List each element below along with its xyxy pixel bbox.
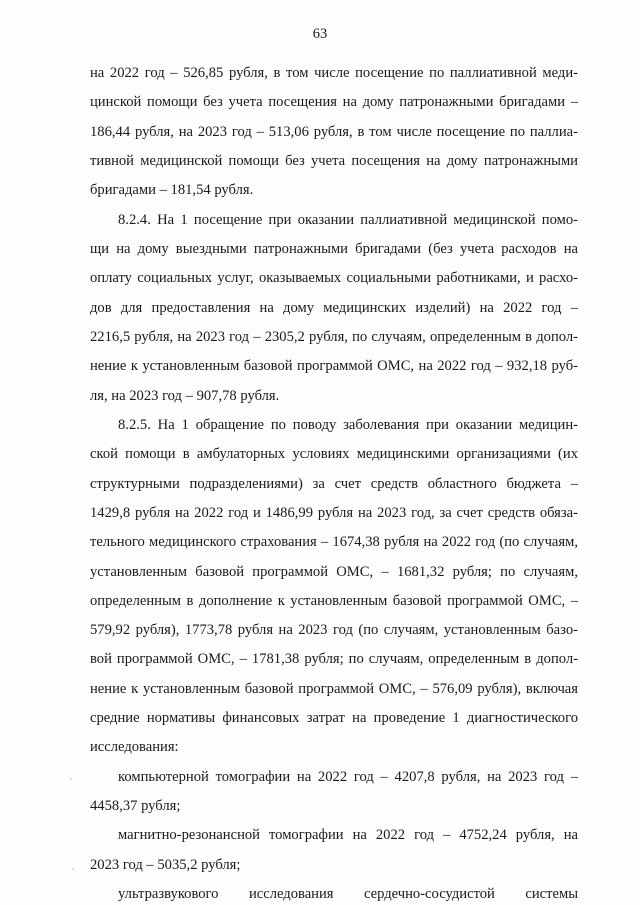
text-line: 1429,8 рубля на 2022 год и 1486,99 рубля на 2023 год, за счет средств обяза-: [90, 504, 578, 521]
text-line: нение к установленным базовой программой ОМС, на 2022 год – 932,18 руб-: [90, 358, 578, 375]
text-line: щи на дому выездными патронажными бригадами (без учета расходов на: [90, 240, 578, 257]
text-line: структурными подразделениями) за счет средств областного бюджета –: [90, 475, 578, 492]
text-line: оплату социальных услуг, оказываемых социальными работниками, и расхо-: [90, 270, 578, 287]
text-line: средние нормативы финансовых затрат на проведение 1 диагностического: [90, 710, 578, 727]
text-line: дов для предоставления на дому медицинских изделий) на 2022 год –: [90, 299, 578, 316]
text-line: вой программой ОМС, – 1781,38 рубля; по случаям, определенным в допол-: [90, 651, 578, 668]
scan-speck: [72, 868, 74, 870]
clause-8-2-4-heading-line: 8.2.4. На 1 посещение при оказании паллиативной медицинской помо-: [118, 211, 578, 228]
page-number: 63: [312, 26, 328, 42]
text-line: 186,44 рубля, на 2023 год – 513,06 рубля, в том числе посещение по паллиа-: [90, 123, 578, 140]
clause-8-2-5-heading-line: 8.2.5. На 1 обращение по поводу заболевания при оказании медицин-: [118, 416, 578, 433]
text-line: определенным в дополнение к установленным базовой программой ОМС, –: [90, 592, 578, 609]
text-line: цинской помощи без учета посещения на дому патронажными бригадами –: [90, 94, 578, 111]
text-line: на 2022 год – 526,85 рубля, в том числе посещение по паллиативной меди-: [90, 65, 578, 81]
text-line: 2216,5 рубля, на 2023 год – 2305,2 рубля, по случаям, определенным в допол-: [90, 328, 578, 345]
list-item-mri: магнитно-резонансной томографии на 2022 год – 4752,24 рубля, на: [118, 827, 578, 844]
text-line: тивной медицинской помощи без учета посещения на дому патронажными: [90, 153, 578, 169]
text-line: установленным базовой программой ОМС, – 1681,32 рубля; по случаям,: [90, 563, 578, 580]
text-line: исследования:: [90, 739, 179, 756]
text-line: 4458,37 рубля;: [90, 798, 181, 814]
list-item-ultrasound: ультразвукового исследования сердечно-сосудистой системы: [118, 886, 578, 902]
text-line: тельного медицинского страхования – 1674,38 рубля на 2022 год (по случаям,: [90, 534, 578, 551]
text-line: ской помощи в амбулаторных условиях медицинскими организациями (их: [90, 446, 578, 463]
list-item-ct: компьютерной томографии на 2022 год – 4207,8 рубля, на 2023 год –: [118, 768, 578, 785]
text-line: ля, на 2023 год – 907,78 рубля.: [90, 387, 280, 404]
text-line: 579,92 рубля), 1773,78 рубля на 2023 год (по случаям, установленным базо-: [90, 622, 578, 639]
scan-speck: [70, 778, 72, 780]
text-line: 2023 год – 5035,2 рубля;: [90, 856, 241, 873]
text-line: бригадами – 181,54 рубля.: [90, 182, 254, 199]
text-line: нение к установленным базовой программой ОМС, – 576,09 рубля), включая: [90, 680, 578, 697]
